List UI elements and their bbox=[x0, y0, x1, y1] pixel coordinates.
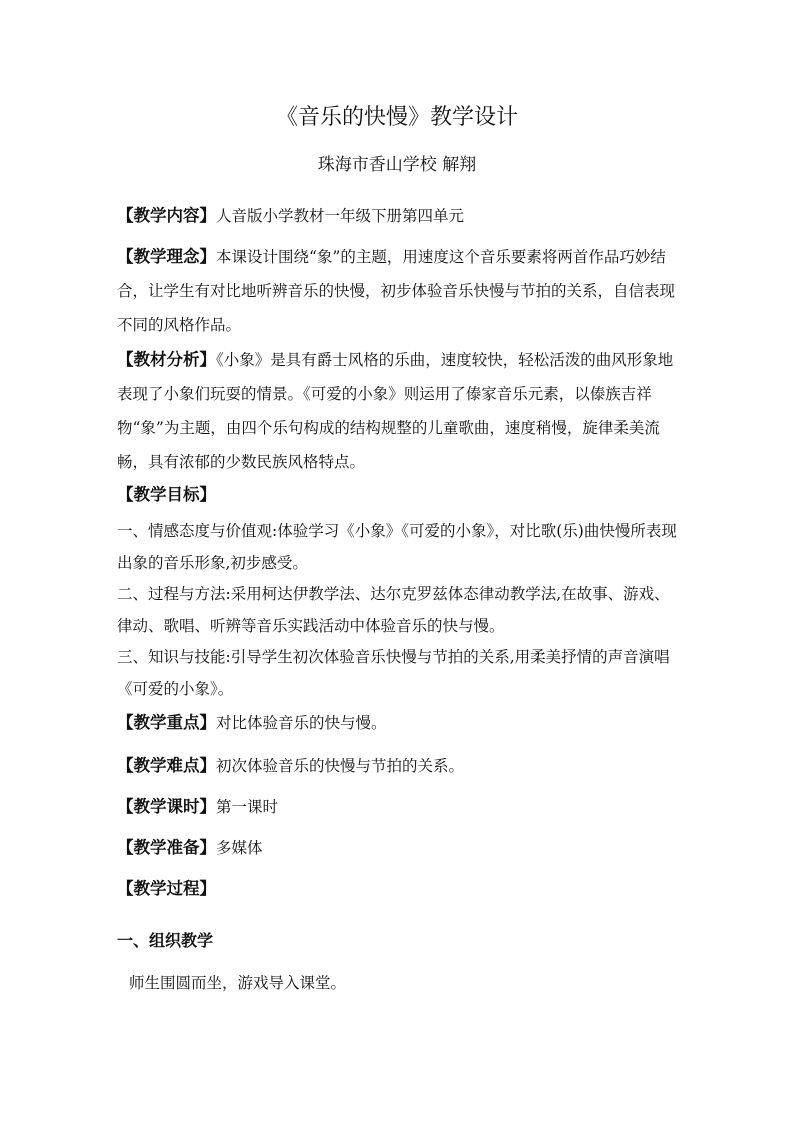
teaching-process-label: 【教学过程】 bbox=[117, 879, 216, 898]
teaching-concept-label: 【教学理念】 bbox=[117, 247, 216, 266]
teaching-content bbox=[117, 199, 677, 233]
teaching-concept bbox=[117, 240, 677, 342]
teaching-objectives-heading: 【教学目标】 bbox=[117, 485, 216, 504]
class-hours-text: 第一课时 bbox=[216, 798, 279, 816]
difficulty-text: 初次体验音乐的快慢与节拍的关系。 bbox=[216, 757, 465, 775]
key-point-label: 【教学重点】 bbox=[117, 713, 216, 732]
document-title: 《音乐的快慢》教学设计 bbox=[275, 105, 518, 130]
class-hours bbox=[117, 790, 677, 824]
teaching-content-text: 人音版小学教材一年级下册第四单元 bbox=[216, 207, 465, 225]
section-organize-teaching-text: 师生围圆而坐，游戏导入课堂。 bbox=[129, 974, 347, 992]
teaching-concept-text: 本课设计围绕“象”的主题，用速度这个音乐要素将两首作品巧妙结合，让学生有对比地听辨音乐的快慢，初步体验音乐快慢与节拍的关系，自信表现不同的风格作品。 bbox=[117, 248, 676, 334]
preparation bbox=[117, 831, 677, 865]
teaching-process bbox=[117, 872, 677, 906]
difficulty-label: 【教学难点】 bbox=[117, 756, 216, 775]
teaching-content-label: 【教学内容】 bbox=[117, 206, 216, 225]
teaching-objectives-label bbox=[117, 478, 677, 512]
section-organize-teaching: 一、组织教学 bbox=[117, 931, 214, 950]
material-analysis-label: 【教材分析】 bbox=[117, 350, 216, 369]
class-hours-label: 【教学课时】 bbox=[117, 797, 216, 816]
objective-item: 二、过程与方法:采用柯达伊教学法、达尔克罗兹体态律动教学法,在故事、游戏、律动、歌唱、听辨等音乐实践活动中体验音乐的快与慢。 bbox=[117, 585, 670, 635]
difficulty bbox=[117, 749, 677, 783]
objective-item: 一、情感态度与价值观:体验学习《小象》《可爱的小象》，对比歌(乐)曲快慢所表现出象的音乐形象,初步感受。 bbox=[117, 522, 677, 572]
preparation-text: 多媒体 bbox=[216, 839, 263, 857]
author-line: 珠海市香山学校 解翔 bbox=[317, 155, 477, 175]
material-analysis-text: 《小象》是具有爵士风格的乐曲，速度较快，轻松活泼的曲风形象地表现了小象们玩耍的情景。《可爱的小象》则运用了傣家音乐元素，以傣族吉祥物“象”为主题，由四个乐句构成的结构规整的儿童歌曲，速度稍慢，旋律柔美流畅，具有浓郁的少数民族风格特点。 bbox=[117, 351, 674, 471]
key-point-text: 对比体验音乐的快与慢。 bbox=[216, 714, 387, 732]
material-analysis bbox=[117, 343, 677, 479]
key-point bbox=[117, 706, 677, 740]
preparation-label: 【教学准备】 bbox=[117, 838, 216, 857]
objective-item: 三、知识与技能:引导学生初次体验音乐快慢与节拍的关系,用柔美抒情的声音演唱《可爱的小象》。 bbox=[117, 648, 670, 698]
